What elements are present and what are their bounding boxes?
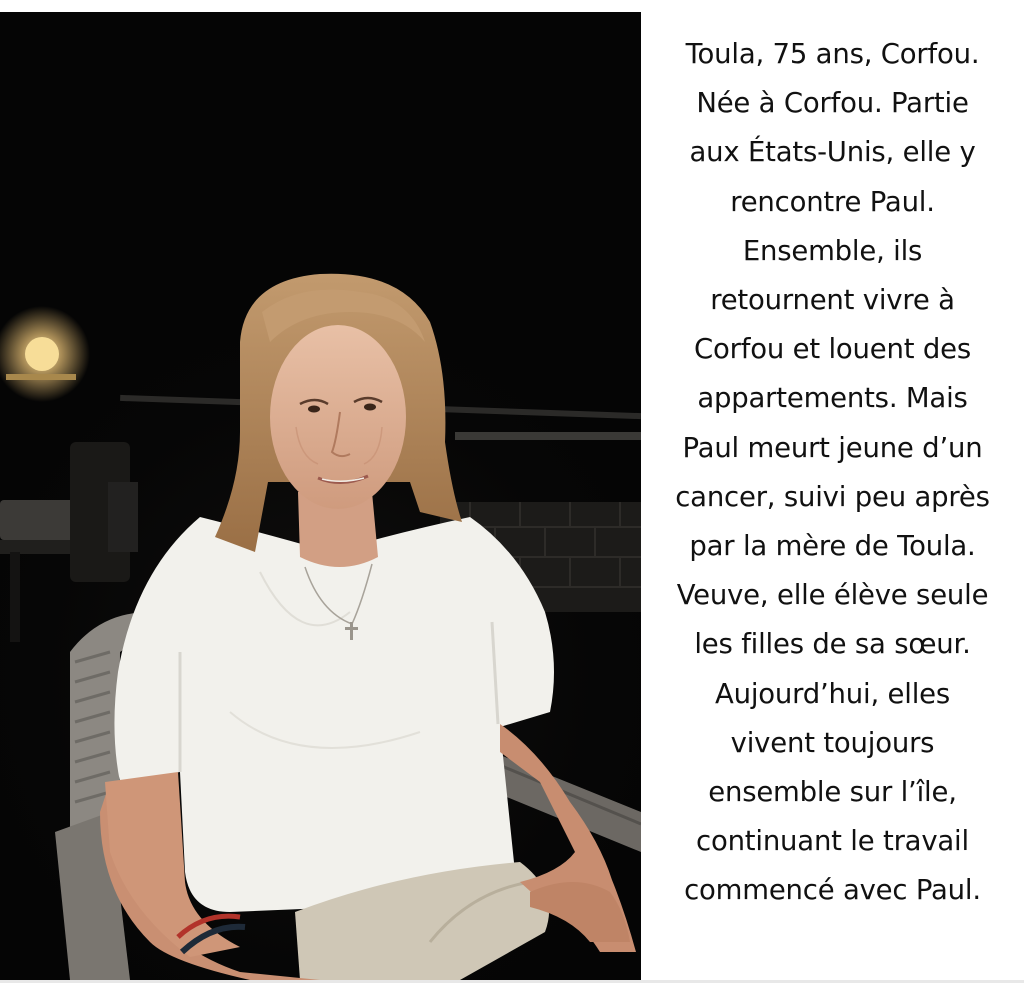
caption-line: Toula, 75 ans, Corfou.: [685, 38, 980, 70]
caption-line: Paul meurt jeune d’un: [682, 431, 983, 464]
caption-line: Veuve, elle élève seule: [676, 579, 989, 612]
caption-text: [641, 30, 1024, 916]
caption-line: continuant le travail: [696, 825, 969, 858]
caption-line: commencé avec Paul.: [684, 874, 981, 907]
caption-line: ensemble sur l’île,: [708, 776, 957, 809]
caption-line: retournent vivre à: [710, 284, 955, 317]
caption-line: aux États-Unis, elle y: [689, 136, 976, 169]
caption-line: Corfou et louent des: [694, 333, 971, 366]
caption-line: cancer, suivi peu après: [675, 480, 990, 513]
caption-line: les filles de sa sœur.: [694, 628, 971, 661]
caption-line: appartements. Mais: [697, 382, 968, 415]
background-chair: [70, 442, 138, 582]
caption-line: rencontre Paul.: [730, 185, 935, 218]
caption-line: Née à Corfou. Partie: [696, 87, 969, 120]
face: [270, 325, 406, 509]
portrait-illustration: [0, 12, 641, 980]
caption-line: Aujourd’hui, elles: [715, 677, 950, 710]
caption-line: Ensemble, ils: [742, 234, 923, 267]
portrait-photo: [0, 12, 641, 980]
caption-line: vivent toujours: [730, 726, 935, 759]
caption-line: par la mère de Toula.: [689, 530, 976, 563]
